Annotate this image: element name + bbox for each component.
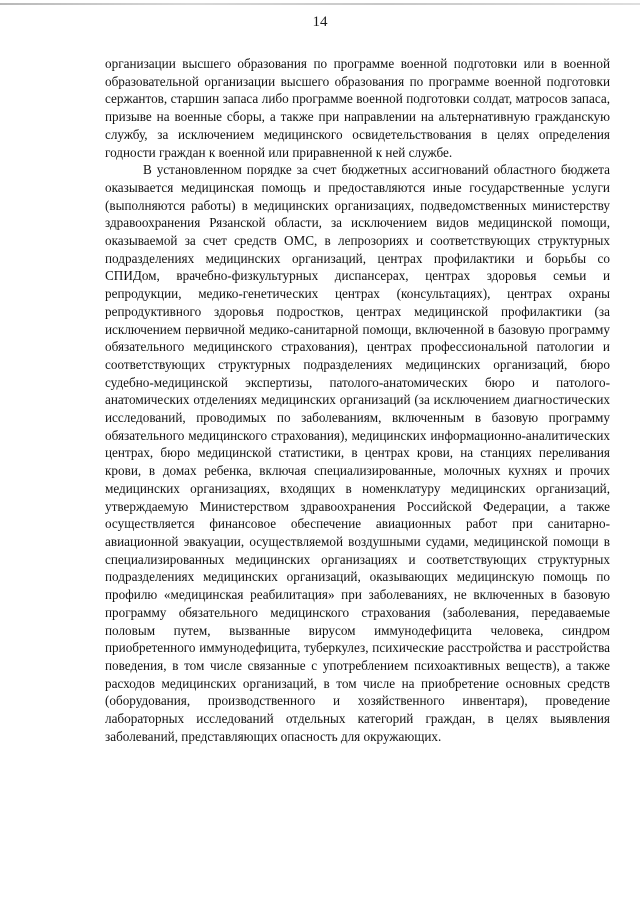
page-number: 14: [312, 14, 328, 30]
scan-edge-line: [0, 3, 640, 5]
paragraph-budget-funding: В установленном порядке за счет бюджетных ассигнований областного бюджета оказывается медицинская помощь и предоставляются иные государственные услуги (выполняются работы) в медицинских организациях, подведомственных министерству здравоохранения Рязанской области, за исключением видов медицинской помощи, оказываемой за счет средств ОМС, в лепрозориях и соответствующих структурных подразделениях медицинских организаций, центрах профилактики и борьбы со СПИДом, врачебно-физкультурных диспансерах, центрах здоровья семьи и репродукции, медико-генетических центрах (консультациях), центрах охраны репродуктивного здоровья подростков, центрах медицинской профилактики (за исключением первичной медико-санитарной помощи, включенной в базовую программу обязательного медицинского страхования), центрах профессиональной патологии и соответствующих структурных подразделениях медицинских организаций, бюро судебно-медицинской экспертизы, патолого-анатомических бюро и патолого-анатомических отделениях медицинских организаций (за исключением диагностических исследований, проводимых по заболеваниям, включенным в базовую программу обязательного медицинского страхования), медицинских информационно-аналитических центрах, бюро медицинской статистики, в центрах крови, на станциях переливания крови, в домах ребенка, включая специализированные, молочных кухнях и прочих медицинских организациях, входящих в номенклатуру медицинских организаций, утверждаемую Министерством здравоохранения Российской Федерации, а также осуществляется финансовое обеспечение авиационных работ при санитарно-авиационной эвакуации, осуществляемой воздушными судами, медицинской помощи в специализированных медицинских организациях и соответствующих структурных подразделениях медицинских организаций, оказывающих медицинскую помощь по профилю «медицинская реабилитация» при заболеваниях, не включенных в базовую программу обязательного медицинского страхования (заболевания, передаваемые половым путем, вызванные вирусом иммунодефицита человека, синдром приобретенного иммунодефицита, туберкулез, психические расстройства и расстройства поведения, в том числе связанные с употреблением психоактивных веществ), а также расходов медицинских организаций, в том числе на приобретение основных средств (оборудования, производственного и хозяйственного инвентаря), проведение лабораторных исследований отдельных категорий граждан, в целях выявления заболеваний, представляющих опасность для окружающих.: [105, 162, 610, 744]
paragraph-continuation: организации высшего образования по программе военной подготовки или в военной образовательной организации высшего образования по программе военной подготовки сержантов, старшин запаса либо программе военной подготовки солдат, матросов запаса, призыве на военные сборы, а также при направлении на альтернативную гражданскую службу, за исключением медицинского освидетельствования в целях определения годности граждан к военной или приравненной к ней службе.: [105, 56, 610, 160]
document-body: [105, 55, 610, 745]
